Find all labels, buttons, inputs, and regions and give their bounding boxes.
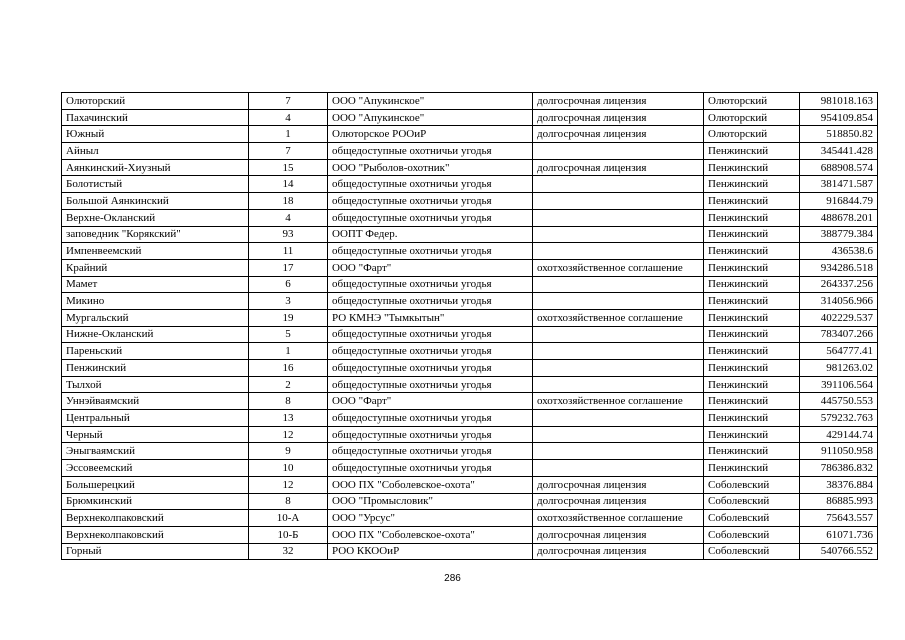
- area-name-cell: Пахачинский: [62, 109, 249, 126]
- district-cell: Пенжинский: [704, 209, 800, 226]
- district-cell: Соболевский: [704, 476, 800, 493]
- area-name-cell: Крайний: [62, 259, 249, 276]
- basis-cell: [533, 226, 704, 243]
- area-size-cell: 783407.266: [800, 326, 878, 343]
- district-cell: Пенжинский: [704, 460, 800, 477]
- table-row: [62, 510, 878, 527]
- area-size-cell: 264337.256: [800, 276, 878, 293]
- district-cell: Соболевский: [704, 510, 800, 527]
- area-size-cell: 540766.552: [800, 543, 878, 560]
- hunting-grounds-table: [61, 92, 878, 560]
- basis-cell: долгосрочная лицензия: [533, 126, 704, 143]
- table-body: [62, 93, 878, 560]
- district-cell: Пенжинский: [704, 343, 800, 360]
- area-size-cell: 688908.574: [800, 159, 878, 176]
- basis-cell: [533, 176, 704, 193]
- table-row: [62, 126, 878, 143]
- user-cell: ООО "Фарт": [328, 259, 533, 276]
- area-name-cell: Айныл: [62, 143, 249, 160]
- basis-cell: [533, 276, 704, 293]
- user-cell: общедоступные охотничьи угодья: [328, 360, 533, 377]
- area-name-cell: Горный: [62, 543, 249, 560]
- user-cell: ООПТ Федер.: [328, 226, 533, 243]
- area-size-cell: 38376.884: [800, 476, 878, 493]
- table-row: [62, 243, 878, 260]
- area-number-cell: 7: [249, 143, 328, 160]
- area-name-cell: Аянкинский-Хиузный: [62, 159, 249, 176]
- table-row: [62, 209, 878, 226]
- table-row: [62, 426, 878, 443]
- basis-cell: долгосрочная лицензия: [533, 159, 704, 176]
- user-cell: ООО "Апукинское": [328, 93, 533, 110]
- area-number-cell: 12: [249, 426, 328, 443]
- basis-cell: [533, 443, 704, 460]
- user-cell: общедоступные охотничьи угодья: [328, 343, 533, 360]
- area-size-cell: 934286.518: [800, 259, 878, 276]
- basis-cell: [533, 293, 704, 310]
- table-row: [62, 376, 878, 393]
- district-cell: Соболевский: [704, 526, 800, 543]
- area-size-cell: 445750.553: [800, 393, 878, 410]
- basis-cell: долгосрочная лицензия: [533, 109, 704, 126]
- table-row: [62, 443, 878, 460]
- table-row: [62, 159, 878, 176]
- basis-cell: [533, 343, 704, 360]
- area-number-cell: 2: [249, 376, 328, 393]
- table-row: [62, 276, 878, 293]
- area-name-cell: Эныгваямский: [62, 443, 249, 460]
- area-size-cell: 981018.163: [800, 93, 878, 110]
- area-number-cell: 10: [249, 460, 328, 477]
- user-cell: общедоступные охотничьи угодья: [328, 243, 533, 260]
- basis-cell: долгосрочная лицензия: [533, 526, 704, 543]
- basis-cell: [533, 376, 704, 393]
- area-size-cell: 786386.832: [800, 460, 878, 477]
- user-cell: общедоступные охотничьи угодья: [328, 410, 533, 427]
- area-name-cell: Уннэйваямский: [62, 393, 249, 410]
- district-cell: Олюторский: [704, 93, 800, 110]
- area-name-cell: Центральный: [62, 410, 249, 427]
- area-name-cell: заповедник "Корякский": [62, 226, 249, 243]
- basis-cell: [533, 410, 704, 427]
- user-cell: общедоступные охотничьи угодья: [328, 426, 533, 443]
- area-size-cell: 579232.763: [800, 410, 878, 427]
- district-cell: Пенжинский: [704, 393, 800, 410]
- area-number-cell: 4: [249, 109, 328, 126]
- area-name-cell: Верхне-Окланский: [62, 209, 249, 226]
- table-row: [62, 143, 878, 160]
- district-cell: Пенжинский: [704, 376, 800, 393]
- area-size-cell: 314056.966: [800, 293, 878, 310]
- district-cell: Пенжинский: [704, 276, 800, 293]
- table-row: [62, 543, 878, 560]
- area-size-cell: 911050.958: [800, 443, 878, 460]
- basis-cell: [533, 209, 704, 226]
- user-cell: общедоступные охотничьи угодья: [328, 276, 533, 293]
- area-name-cell: Болотистый: [62, 176, 249, 193]
- area-size-cell: 954109.854: [800, 109, 878, 126]
- area-size-cell: 391106.564: [800, 376, 878, 393]
- table-row: [62, 109, 878, 126]
- area-name-cell: Эссовеемский: [62, 460, 249, 477]
- user-cell: общедоступные охотничьи угодья: [328, 193, 533, 210]
- area-name-cell: Верхнеколпаковский: [62, 526, 249, 543]
- user-cell: общедоступные охотничьи угодья: [328, 209, 533, 226]
- table-row: [62, 193, 878, 210]
- district-cell: Пенжинский: [704, 293, 800, 310]
- user-cell: ООО ПХ "Соболевское-охота": [328, 526, 533, 543]
- user-cell: РОО ККООиР: [328, 543, 533, 560]
- district-cell: Пенжинский: [704, 443, 800, 460]
- table-row: [62, 93, 878, 110]
- area-size-cell: 381471.587: [800, 176, 878, 193]
- area-number-cell: 17: [249, 259, 328, 276]
- user-cell: ООО "Промысловик": [328, 493, 533, 510]
- area-number-cell: 8: [249, 493, 328, 510]
- user-cell: общедоступные охотничьи угодья: [328, 376, 533, 393]
- area-number-cell: 15: [249, 159, 328, 176]
- area-name-cell: Южный: [62, 126, 249, 143]
- area-number-cell: 12: [249, 476, 328, 493]
- table-row: [62, 393, 878, 410]
- district-cell: Пенжинский: [704, 360, 800, 377]
- basis-cell: долгосрочная лицензия: [533, 493, 704, 510]
- table-row: [62, 460, 878, 477]
- basis-cell: [533, 460, 704, 477]
- area-size-cell: 488678.201: [800, 209, 878, 226]
- basis-cell: охотхозяйственное соглашение: [533, 510, 704, 527]
- district-cell: Пенжинский: [704, 426, 800, 443]
- district-cell: Пенжинский: [704, 326, 800, 343]
- area-size-cell: 564777.41: [800, 343, 878, 360]
- area-name-cell: Брюмкинский: [62, 493, 249, 510]
- area-number-cell: 10-А: [249, 510, 328, 527]
- district-cell: Соболевский: [704, 543, 800, 560]
- area-name-cell: Пенжинский: [62, 360, 249, 377]
- table-row: [62, 293, 878, 310]
- page-number: 286: [444, 573, 461, 584]
- area-size-cell: 86885.993: [800, 493, 878, 510]
- area-name-cell: Большерецкий: [62, 476, 249, 493]
- user-cell: ООО "Фарт": [328, 393, 533, 410]
- table-row: [62, 476, 878, 493]
- user-cell: общедоступные охотничьи угодья: [328, 326, 533, 343]
- area-name-cell: Тылхой: [62, 376, 249, 393]
- area-name-cell: Олюторский: [62, 93, 249, 110]
- area-number-cell: 11: [249, 243, 328, 260]
- user-cell: общедоступные охотничьи угодья: [328, 443, 533, 460]
- table-row: [62, 226, 878, 243]
- area-size-cell: 75643.557: [800, 510, 878, 527]
- table-row: [62, 176, 878, 193]
- district-cell: Пенжинский: [704, 226, 800, 243]
- area-name-cell: Импенвеемский: [62, 243, 249, 260]
- user-cell: ООО "Урсус": [328, 510, 533, 527]
- area-number-cell: 5: [249, 326, 328, 343]
- area-number-cell: 1: [249, 126, 328, 143]
- district-cell: Пенжинский: [704, 176, 800, 193]
- table-row: [62, 259, 878, 276]
- area-size-cell: 402229.537: [800, 309, 878, 326]
- basis-cell: долгосрочная лицензия: [533, 93, 704, 110]
- user-cell: общедоступные охотничьи угодья: [328, 143, 533, 160]
- area-number-cell: 14: [249, 176, 328, 193]
- area-size-cell: 436538.6: [800, 243, 878, 260]
- district-cell: Пенжинский: [704, 309, 800, 326]
- area-size-cell: 916844.79: [800, 193, 878, 210]
- area-name-cell: Верхнеколпаковский: [62, 510, 249, 527]
- area-number-cell: 6: [249, 276, 328, 293]
- basis-cell: охотхозяйственное соглашение: [533, 393, 704, 410]
- basis-cell: [533, 193, 704, 210]
- area-number-cell: 18: [249, 193, 328, 210]
- table-row: [62, 493, 878, 510]
- area-number-cell: 13: [249, 410, 328, 427]
- area-number-cell: 93: [249, 226, 328, 243]
- table-row: [62, 343, 878, 360]
- basis-cell: [533, 243, 704, 260]
- district-cell: Олюторский: [704, 109, 800, 126]
- district-cell: Соболевский: [704, 493, 800, 510]
- area-number-cell: 32: [249, 543, 328, 560]
- area-name-cell: Черный: [62, 426, 249, 443]
- area-size-cell: 345441.428: [800, 143, 878, 160]
- basis-cell: долгосрочная лицензия: [533, 476, 704, 493]
- basis-cell: [533, 326, 704, 343]
- basis-cell: охотхозяйственное соглашение: [533, 309, 704, 326]
- area-number-cell: 8: [249, 393, 328, 410]
- table-row: [62, 309, 878, 326]
- area-number-cell: 1: [249, 343, 328, 360]
- area-name-cell: Большой Аянкинский: [62, 193, 249, 210]
- district-cell: Пенжинский: [704, 193, 800, 210]
- area-size-cell: 388779.384: [800, 226, 878, 243]
- area-size-cell: 61071.736: [800, 526, 878, 543]
- user-cell: ООО "Апукинское": [328, 109, 533, 126]
- table-row: [62, 326, 878, 343]
- area-number-cell: 9: [249, 443, 328, 460]
- district-cell: Пенжинский: [704, 259, 800, 276]
- basis-cell: долгосрочная лицензия: [533, 543, 704, 560]
- table-row: [62, 360, 878, 377]
- table-row: [62, 526, 878, 543]
- area-size-cell: 429144.74: [800, 426, 878, 443]
- area-size-cell: 518850.82: [800, 126, 878, 143]
- area-name-cell: Нижне-Окланский: [62, 326, 249, 343]
- area-number-cell: 10-Б: [249, 526, 328, 543]
- district-cell: Олюторский: [704, 126, 800, 143]
- area-number-cell: 7: [249, 93, 328, 110]
- user-cell: общедоступные охотничьи угодья: [328, 460, 533, 477]
- basis-cell: [533, 426, 704, 443]
- basis-cell: [533, 143, 704, 160]
- user-cell: ООО ПХ "Соболевское-охота": [328, 476, 533, 493]
- area-number-cell: 3: [249, 293, 328, 310]
- area-name-cell: Мамет: [62, 276, 249, 293]
- user-cell: ООО "Рыболов-охотник": [328, 159, 533, 176]
- table-row: [62, 410, 878, 427]
- user-cell: общедоступные охотничьи угодья: [328, 293, 533, 310]
- area-size-cell: 981263.02: [800, 360, 878, 377]
- area-number-cell: 19: [249, 309, 328, 326]
- area-number-cell: 16: [249, 360, 328, 377]
- user-cell: Олюторское РООиР: [328, 126, 533, 143]
- basis-cell: [533, 360, 704, 377]
- area-name-cell: Микино: [62, 293, 249, 310]
- user-cell: РО КМНЭ "Тымкытын": [328, 309, 533, 326]
- district-cell: Пенжинский: [704, 243, 800, 260]
- district-cell: Пенжинский: [704, 410, 800, 427]
- area-name-cell: Мургальский: [62, 309, 249, 326]
- district-cell: Пенжинский: [704, 159, 800, 176]
- area-name-cell: Пареньский: [62, 343, 249, 360]
- area-number-cell: 4: [249, 209, 328, 226]
- basis-cell: охотхозяйственное соглашение: [533, 259, 704, 276]
- district-cell: Пенжинский: [704, 143, 800, 160]
- user-cell: общедоступные охотничьи угодья: [328, 176, 533, 193]
